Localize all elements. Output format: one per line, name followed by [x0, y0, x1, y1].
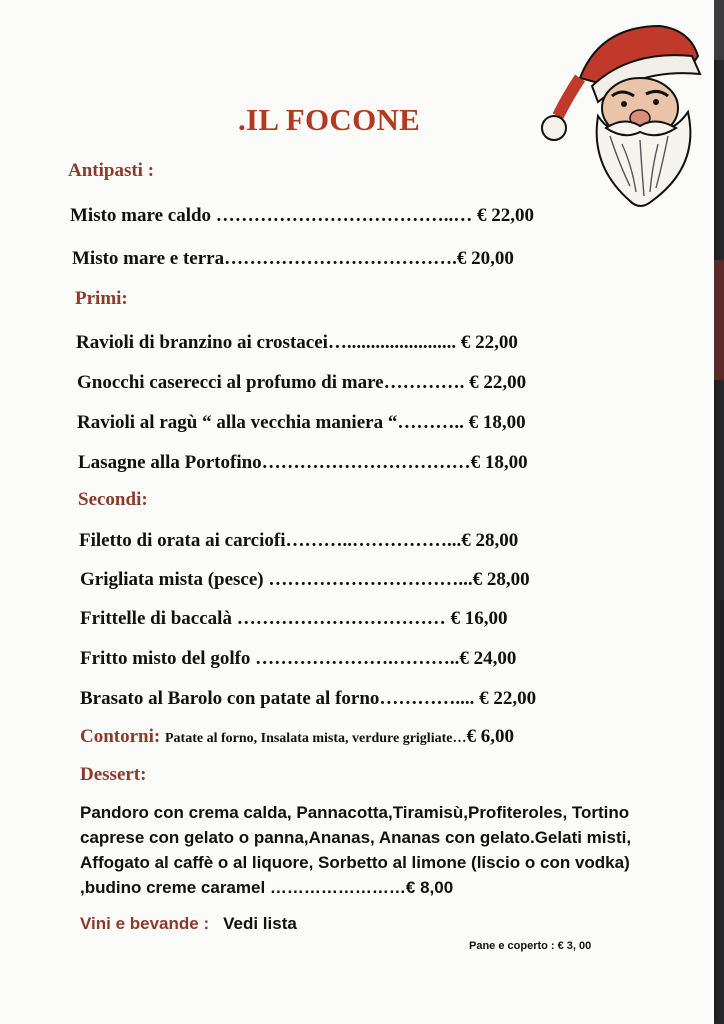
section-dessert: Dessert:: [80, 764, 147, 785]
menu-item-gnocchi: Gnocchi caserecci al profumo di mare…………. € 22,00: [77, 372, 527, 393]
vini-value: Vedi lista: [223, 914, 297, 933]
menu-item-grigliata: Grigliata mista (pesce) …………………………...€ 28,00: [80, 569, 530, 590]
menu-item-frittelle: Frittelle di baccalà …………………………… € 16,00: [80, 608, 508, 629]
menu-item-filetto-orata: Filetto di orata ai carciofi………..……………...€ 28,00: [79, 530, 519, 551]
background-edge: [714, 0, 724, 60]
menu-item-fritto-misto: Fritto misto del golfo ………………….………..€ 24,00: [80, 648, 517, 669]
vini-label: Vini e bevande :: [80, 914, 210, 933]
menu-item-misto-mare-terra: Misto mare e terra……………………………….€ 20,00: [72, 248, 514, 269]
contorni-price: € 6,00: [466, 726, 514, 747]
dessert-list: Pandoro con crema calda, Pannacotta,Tiramisù,Profiteroles, Tortino caprese con gelato o panna,Ananas, Ananas con gelato.Gelati misti, Affogato al caffè o al liquore, Sorbetto al limone (liscio o con vodka) ,budino creme caramel ……………………€ 8,00: [80, 803, 632, 897]
restaurant-title: .IL FOCONE: [238, 102, 421, 137]
menu-item-ravioli-ragu: Ravioli al ragù “ alla vecchia maniera “……….. € 18,00: [77, 412, 526, 433]
vini-row: [80, 914, 297, 934]
section-antipasti: Antipasti :: [68, 160, 155, 181]
menu-item-lasagne: Lasagne alla Portofino……………………………€ 18,00: [78, 452, 528, 473]
pane-coperto: Pane e coperto : € 3, 00: [469, 940, 592, 952]
section-primi: Primi:: [75, 288, 128, 309]
menu-item-brasato: Brasato al Barolo con patate al forno………….... € 22,00: [80, 688, 537, 709]
section-contorni: Contorni:: [80, 726, 161, 747]
contorni-items: Patate al forno, Insalata mista, verdure grigliate…: [164, 731, 467, 746]
background-edge: [714, 260, 724, 380]
contorni-row: [80, 726, 514, 748]
santa-claus-illustration: [540, 16, 716, 216]
menu-item-misto-mare-caldo: Misto mare caldo ………………………………..… € 22,00: [70, 205, 535, 226]
section-secondi: Secondi:: [78, 489, 148, 510]
menu-item-ravioli-branzino: Ravioli di branzino ai crostacei…....................... € 22,00: [76, 332, 518, 353]
background-edge: [714, 600, 724, 800]
